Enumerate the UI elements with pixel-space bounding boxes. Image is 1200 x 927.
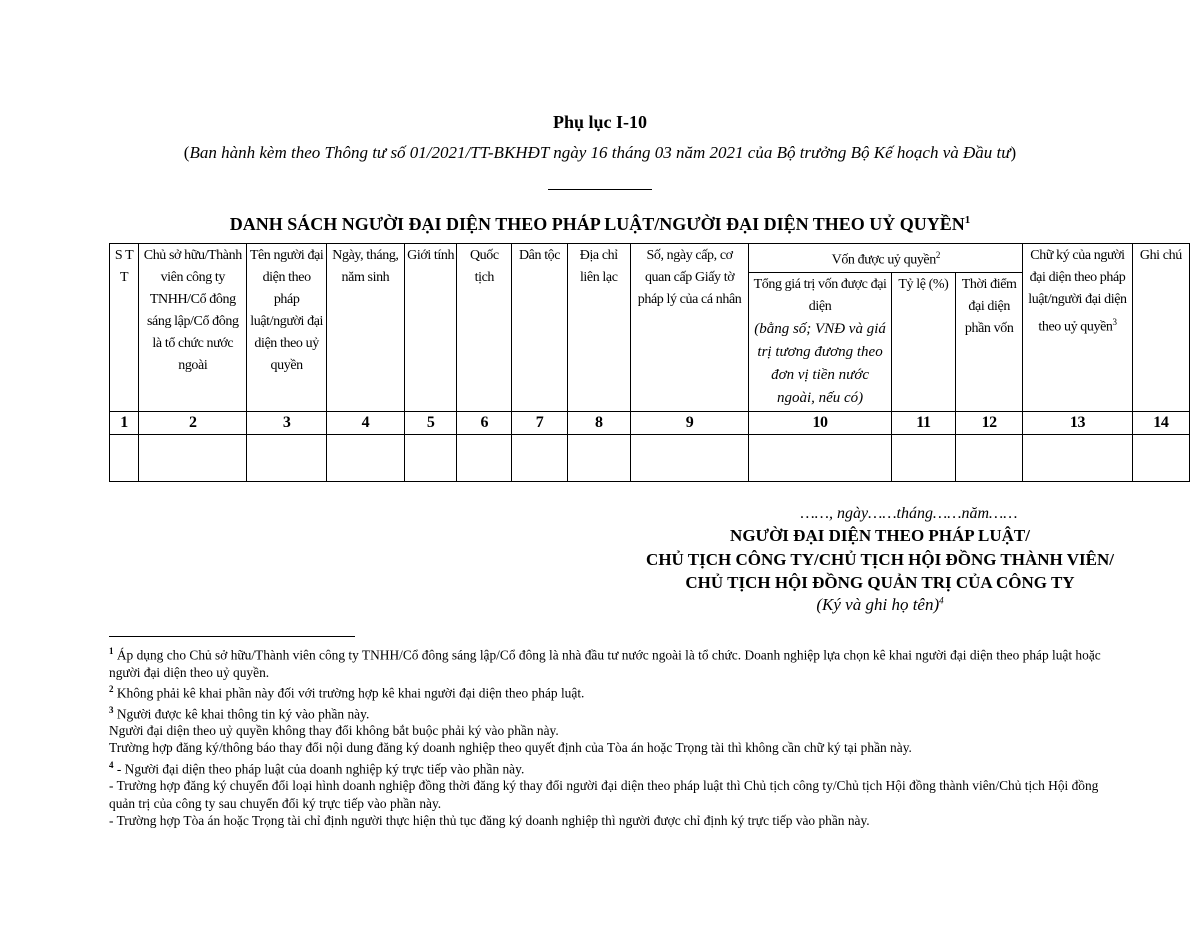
column-number: 12 [956, 411, 1023, 434]
appendix-subtitle [110, 141, 1090, 165]
header-nationality: Quốc tịch [457, 244, 512, 412]
signer-title-line-3: CHỦ TỊCH HỘI ĐỒNG QUẢN TRỊ CỦA CÔNG TY [685, 573, 1075, 592]
appendix-title: Phụ lục I-10 [552, 112, 648, 132]
header-gender: Giới tính [405, 244, 457, 412]
column-number: 1 [110, 411, 139, 434]
column-number: 14 [1132, 411, 1189, 434]
header-authorized-capital [749, 244, 1023, 273]
empty-cell[interactable] [139, 434, 247, 481]
header-authorized-capital-text: Vốn được uỷ quyền [831, 252, 936, 268]
footnote-2 [109, 681, 1109, 702]
empty-cell[interactable] [110, 434, 139, 481]
footnote-mark: 4 [109, 759, 114, 770]
list-title-text: DANH SÁCH NGƯỜI ĐẠI DIỆN THEO PHÁP LUẬT/NGƯỜI ĐẠI DIỆN THEO UỶ QUYỀN [229, 214, 965, 234]
empty-cell[interactable] [1132, 434, 1189, 481]
column-number: 6 [457, 411, 512, 434]
header-owner: Chủ sở hữu/Thành viên công ty TNHH/Cổ đông sáng lập/Cổ đông là tổ chức nước ngoài [139, 244, 247, 412]
column-number: 10 [749, 411, 892, 434]
list-title [0, 214, 1200, 235]
header-stt: S T T [110, 244, 139, 412]
table-header-row [110, 244, 1190, 273]
header-authorized-capital-ref: 2 [935, 250, 940, 260]
footnotes [109, 643, 1109, 829]
signer-title-line-2: CHỦ TỊCH CÔNG TY/CHỦ TỊCH HỘI ĐỒNG THÀNH VIÊN/ [646, 550, 1114, 569]
footnote-text: Áp dụng cho Chủ sở hữu/Thành viên công ty TNHH/Cổ đông sáng lập/Cổ đông là nhà đầu tư nước ngoài là tổ chức. Doanh nghiệp lựa chọn kê khai người đại diện theo pháp luật hoặc người đại diện theo uỷ quyền. [109, 647, 1101, 680]
empty-cell[interactable] [630, 434, 748, 481]
empty-cell[interactable] [956, 434, 1023, 481]
empty-cell[interactable] [326, 434, 404, 481]
footnote-mark: 1 [109, 646, 114, 656]
footnote-mark: 3 [109, 704, 114, 715]
header-signature [1023, 244, 1132, 412]
signer-title-line-1: NGƯỜI ĐẠI DIỆN THEO PHÁP LUẬT/ [730, 526, 1030, 545]
column-number: 4 [326, 411, 404, 434]
footnote-3-line-3: Trường hợp đăng ký/thông báo thay đổi nội dung đăng ký doanh nghiệp theo quyết định của Tòa án hoặc Trọng tài thì không cần chữ ký tại phần này. [109, 740, 912, 756]
empty-cell[interactable] [405, 434, 457, 481]
footnote-3 [109, 702, 1109, 723]
footnote-text: Không phải kê khai phần này đối với trường hợp kê khai người đại diện theo pháp luật. [116, 685, 585, 701]
footnote-3-line-2: Người đại diện theo uỷ quyền không thay đổi không bắt buộc phải ký vào phần này. [109, 723, 559, 739]
empty-cell[interactable] [567, 434, 630, 481]
sign-instruction [560, 595, 1200, 615]
list-title-footnote-ref: 1 [964, 214, 971, 226]
subtitle-open-paren: ( [183, 143, 190, 162]
header-notes: Ghi chú [1132, 244, 1189, 412]
empty-cell[interactable] [247, 434, 326, 481]
empty-cell[interactable] [512, 434, 567, 481]
empty-cell[interactable] [1023, 434, 1132, 481]
header-total-capital [749, 272, 892, 411]
column-number: 2 [139, 411, 247, 434]
header-ethnicity: Dân tộc [512, 244, 567, 412]
sign-instruction-text: (Ký và ghi họ tên) [816, 595, 940, 614]
header-birth-date: Ngày, tháng, năm sinh [326, 244, 404, 412]
date-line: ……, ngày……tháng……năm…… [800, 505, 1018, 522]
header-total-capital-text: Tổng giá trị vốn được đại diện [753, 276, 887, 314]
header-total-capital-note: (bằng số; VNĐ và giá trị tương đương theo đơn vị tiền nước ngoài, nếu có) [754, 320, 886, 406]
column-number: 13 [1023, 411, 1132, 434]
column-number: 3 [247, 411, 326, 434]
header-ratio: Tỷ lệ (%) [891, 272, 955, 411]
column-number: 11 [891, 411, 955, 434]
subtitle-text: Ban hành kèm theo Thông tư số 01/2021/TT-BKHĐT ngày 16 tháng 03 năm 2021 của Bộ trưởng Bộ Kế hoạch và Đầu tư [189, 143, 1011, 162]
footnote-text: Người được kê khai thông tin ký vào phần này. [116, 706, 370, 722]
sign-instruction-ref: 4 [939, 595, 944, 606]
footnote-4 [109, 757, 1109, 778]
empty-cell[interactable] [749, 434, 892, 481]
representatives-table [109, 243, 1190, 482]
empty-cell[interactable] [891, 434, 955, 481]
footnote-mark: 2 [109, 683, 114, 694]
header-signature-ref: 3 [1112, 317, 1117, 327]
header-rep-name: Tên người đại diện theo pháp luật/người đại diện theo uỷ quyền [247, 244, 326, 412]
column-number: 8 [567, 411, 630, 434]
empty-cell[interactable] [457, 434, 512, 481]
header-signature-text: Chữ ký của người đại diện theo pháp luật/người đại diện theo uỷ quyền [1028, 248, 1127, 335]
footnote-separator [109, 636, 355, 637]
subtitle-close-paren: ) [1010, 143, 1017, 162]
header-address: Địa chỉ liên lạc [567, 244, 630, 412]
column-number: 7 [512, 411, 567, 434]
header-legal-doc: Số, ngày cấp, cơ quan cấp Giấy tờ pháp lý của cá nhân [630, 244, 748, 412]
column-number-row [110, 411, 1190, 434]
footnote-1 [109, 643, 1109, 681]
footnote-4-line-2: - Trường hợp đăng ký chuyển đổi loại hình doanh nghiệp đồng thời đăng ký thay đổi người đại diện theo pháp luật thì Chủ tịch công ty/Chủ tịch Hội đồng thành viên/Chủ tịch Hội đồng quản trị của công ty sau chuyển đổi ký trực tiếp vào phần này. [109, 778, 1099, 811]
column-number: 5 [405, 411, 457, 434]
footnote-text: - Người đại diện theo pháp luật của doanh nghiệp ký trực tiếp vào phần này. [113, 761, 525, 777]
empty-data-row [110, 434, 1190, 481]
header-representation-time: Thời điểm đại diện phần vốn [956, 272, 1023, 411]
column-number: 9 [630, 411, 748, 434]
subtitle-underline [548, 189, 652, 190]
footnote-4-line-3: - Trường hợp Tòa án hoặc Trọng tài chỉ định người thực hiện thủ tục đăng ký doanh nghiệp thì người được chỉ định ký trực tiếp vào phần này. [109, 812, 870, 828]
